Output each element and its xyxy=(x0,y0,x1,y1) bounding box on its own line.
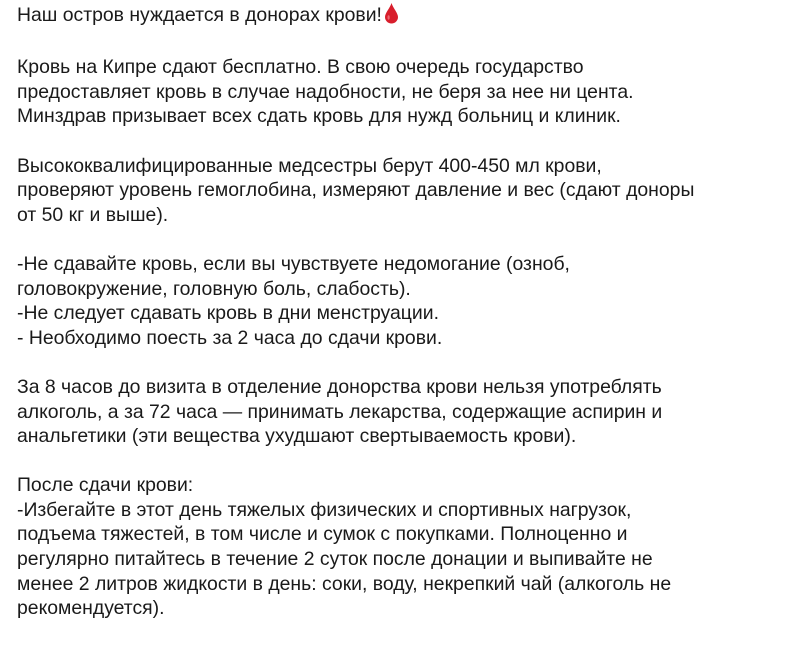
text-line: рекомендуется). xyxy=(17,597,165,620)
post-title xyxy=(17,2,776,31)
blood-drop-icon xyxy=(384,2,399,31)
text-line: от 50 кг и выше). xyxy=(17,203,169,226)
text-line: менее 2 литров жидкости в день: соки, воду, некрепкий чай (алкоголь не xyxy=(17,572,672,595)
text-line: Минздрав призывает всех сдать кровь для нужд больниц и клиник. xyxy=(17,105,621,128)
text-line: регулярно питайтесь в течение 2 суток после донации и выпивайте не xyxy=(17,548,653,571)
paragraph-restrictions xyxy=(17,252,776,350)
text-line: - Необходимо поесть за 2 часа до сдачи крови. xyxy=(17,326,443,349)
text-line: проверяют уровень гемоглобина, измеряют давление и вес (сдают доноры xyxy=(17,179,695,202)
post-title-text: Наш остров нуждается в донорах крови! xyxy=(17,4,382,26)
text-line: За 8 часов до визита в отделение донорства крови нельзя употреблять xyxy=(17,375,662,398)
text-line: -Не сдавайте кровь, если вы чувствуете недомогание (озноб, xyxy=(17,252,570,275)
paragraph-before-visit xyxy=(17,375,776,449)
paragraph-procedure xyxy=(17,154,776,228)
text-line: предоставляет кровь в случае надобности, не беря за нее ни цента. xyxy=(17,80,634,103)
text-line: подъема тяжестей, в том числе и сумок с покупками. Полноценно и xyxy=(17,523,628,546)
paragraph-after-donation xyxy=(17,473,776,621)
text-line: головокружение, головную боль, слабость). xyxy=(17,277,411,300)
paragraph-free-donation xyxy=(17,55,776,129)
text-line: Высококвалифицированные медсестры берут 400-450 мл крови, xyxy=(17,154,602,177)
text-line: После сдачи крови: xyxy=(17,474,194,497)
post-body xyxy=(0,2,800,621)
text-line: -Не следует сдавать кровь в дни менструации. xyxy=(17,302,439,325)
text-line: Кровь на Кипре сдают бесплатно. В свою очередь государство xyxy=(17,56,584,79)
text-line: -Избегайте в этот день тяжелых физических и спортивных нагрузок, xyxy=(17,498,632,521)
text-line: анальгетики (эти вещества ухудшают свертываемость крови). xyxy=(17,425,577,448)
text-line: алкоголь, а за 72 часа — принимать лекарства, содержащие аспирин и xyxy=(17,400,663,423)
